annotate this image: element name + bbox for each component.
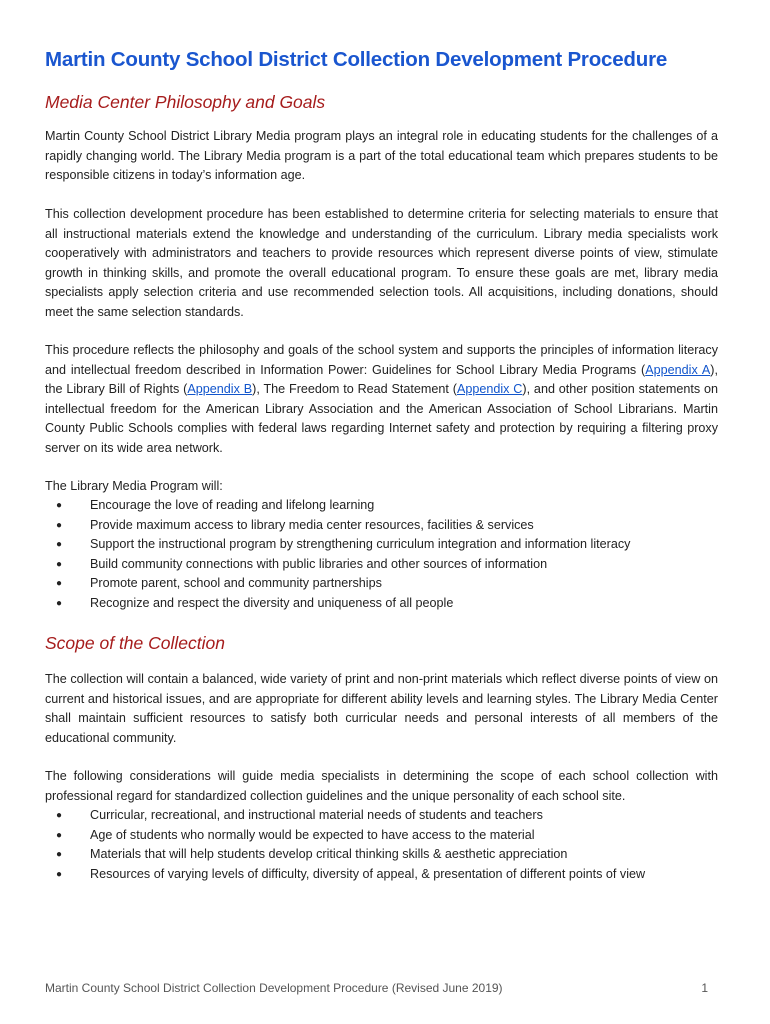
list-intro: The Library Media Program will: <box>45 479 223 493</box>
text: ), and other position statements on intellectual freedom for the American Library Association and the American Association of School Librarians. Martin County Public Schools complies with federal laws regarding Internet safety and protection by requiring a filtering proxy server on its wide area network. <box>45 382 719 455</box>
list-item: ● Provide maximum access to library media center resources, facilities & services <box>45 516 718 536</box>
list-item: ● Support the instructional program by strengthening curriculum integration and information literacy <box>45 535 718 555</box>
list-item: ● Curricular, recreational, and instructional material needs of students and teachers <box>45 806 718 826</box>
paragraph-procedure: This collection development procedure has been established to determine criteria for selecting materials to ensure that all instructional materials extend the knowledge and understanding of the curriculum. Library media specialists work cooperatively with administrators and teachers to provide resources which represent diverse points of view, stimulate growth in thinking skills, and promote the overall educational program. To ensure these goals are met, library media specialists apply selection criteria and use recommended selection tools. All acquisitions, including donations, should meet the same selection standards. <box>45 207 718 319</box>
list-item: ● Build community connections with public libraries and other sources of information <box>45 555 718 575</box>
appendix-a-link[interactable]: Appendix A <box>645 362 711 377</box>
paragraph-considerations: The following considerations will guide media specialists in determining the scope of each school collection with professional regard for standardized collection guidelines and the unique personality of each school site. <box>45 769 718 803</box>
section-heading-scope: Scope of the Collection <box>45 633 225 653</box>
paragraph-intro: Martin County School District Library Media program plays an integral role in educating students for the challenges of a rapidly changing world. The Library Media program is a part of the total educational team which prepares students to be responsible citizens in today’s information age. <box>45 129 718 182</box>
page-footer <box>45 981 708 995</box>
text: ), The Freedom to Read Statement ( <box>252 382 457 396</box>
paragraph-principles <box>45 341 718 458</box>
list-item: ● Encourage the love of reading and lifelong learning <box>45 496 718 516</box>
paragraph-collection: The collection will contain a balanced, wide variety of print and non-print materials which reflect diverse points of view on current and historical issues, and are appropriate for different ability levels and learning styles. The Library Media Center shall maintain sufficient resources to satisfy both curricular needs and personal interests of all members of the educational community. <box>45 672 718 745</box>
program-goals-list <box>45 496 718 613</box>
list-item: ● Materials that will help students develop critical thinking skills & aesthetic appreciation <box>45 845 718 865</box>
appendix-b-link[interactable]: Appendix B <box>187 382 253 396</box>
text: This procedure reflects the philosophy and goals of the school system and supports the principles of information literacy and intellectual freedom described in Information Power: Guidelines for School Library Media Programs ( <box>45 343 718 377</box>
page-number: 1 <box>701 981 708 995</box>
appendix-c-link[interactable]: Appendix C <box>456 382 523 396</box>
footer-text: Martin County School District Collection Development Procedure (Revised June 2019) <box>45 981 503 995</box>
section-heading-philosophy: Media Center Philosophy and Goals <box>45 92 326 112</box>
text: ), the Library Bill of Rights ( <box>45 362 718 396</box>
considerations-list <box>45 806 718 884</box>
list-item: ● Resources of varying levels of difficulty, diversity of appeal, & presentation of different points of view <box>45 865 718 885</box>
list-item: ● Age of students who normally would be expected to have access to the material <box>45 826 718 846</box>
document-title: Martin County School District Collection Development Procedure <box>45 48 668 71</box>
list-item: ● Recognize and respect the diversity and uniqueness of all people <box>45 594 718 614</box>
list-item: ● Promote parent, school and community partnerships <box>45 574 718 594</box>
